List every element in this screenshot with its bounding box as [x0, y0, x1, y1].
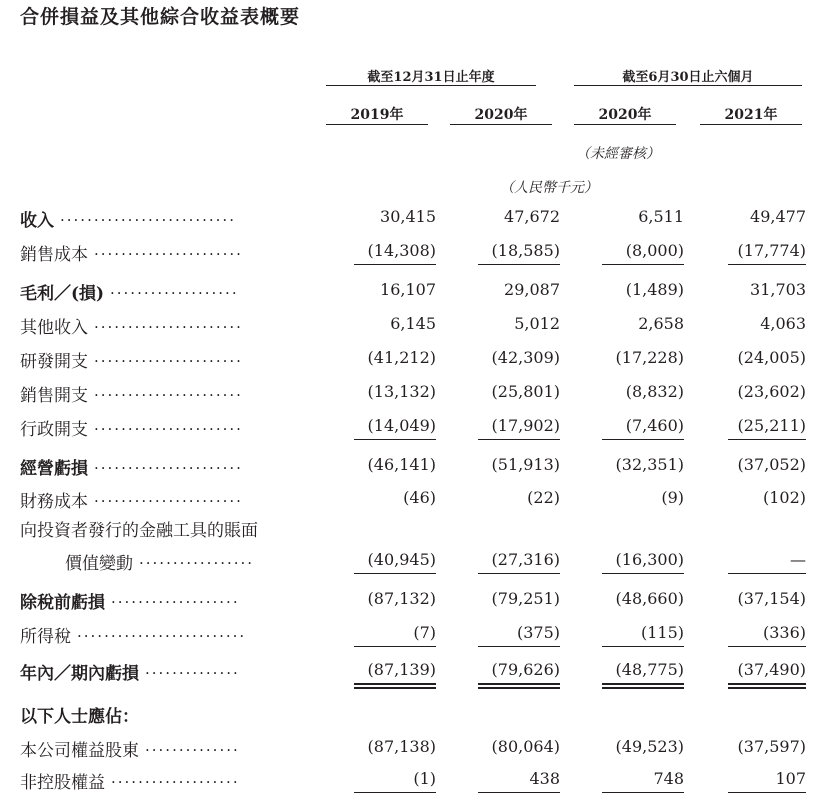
row-value: (49,523) [615, 737, 684, 756]
total-double-rule [478, 683, 560, 689]
subtotal-rule [478, 573, 560, 574]
row-value: (16,300) [615, 550, 684, 569]
total-double-rule [728, 683, 806, 689]
row-value: 5,012 [514, 314, 560, 333]
row-value: (25,211) [737, 416, 806, 435]
subtotal-rule [728, 646, 806, 647]
row-value: (102) [762, 488, 806, 507]
row-value: (7,460) [625, 416, 684, 435]
subtotal-rule [602, 439, 684, 440]
row-value: (17,228) [615, 348, 684, 367]
subtotal-rule [602, 573, 684, 574]
column-header-rule [450, 124, 552, 125]
subtotal-rule [728, 439, 806, 440]
subtotal-rule [354, 439, 436, 440]
row-value: (41,212) [367, 348, 436, 367]
row-label: 年內／期內虧損 [20, 664, 139, 684]
row-label: 非控股權益 [20, 773, 105, 793]
row-value: (17,902) [491, 416, 560, 435]
row-value: 4,063 [760, 314, 806, 333]
row-value: 49,477 [750, 207, 806, 226]
end-rule [478, 792, 560, 793]
row-value: 30,415 [380, 207, 436, 226]
row-value: (336) [762, 623, 806, 642]
row-value: (1,489) [625, 280, 684, 299]
row-value: 6,145 [390, 314, 436, 333]
row-leader-dots: .............. [145, 737, 240, 755]
row-label: 所得稅 [20, 627, 71, 647]
end-rule [602, 792, 684, 793]
row-value: (8,832) [625, 382, 684, 401]
subtotal-rule [354, 264, 436, 265]
row-value: (14,049) [367, 416, 436, 435]
row-leader-dots: ................. [139, 550, 255, 568]
row-leader-dots: ................... [111, 769, 240, 787]
row-value: (8,000) [625, 241, 684, 260]
row-value: 748 [653, 769, 684, 788]
subtotal-rule [478, 646, 560, 647]
row-value: (37,597) [737, 737, 806, 756]
subtotal-rule [354, 646, 436, 647]
row-leader-dots: ...................... [94, 455, 243, 473]
row-value: (9) [661, 488, 684, 507]
row-value: (87,139) [367, 660, 436, 679]
row-value: (22) [527, 488, 560, 507]
row-value: (46) [403, 488, 436, 507]
row-leader-dots: .......................... [60, 207, 236, 225]
column-header-rule [700, 124, 802, 125]
row-label: 銷售成本 [20, 245, 88, 265]
row-label: 行政開支 [20, 420, 88, 440]
row-value: 2,658 [638, 314, 684, 333]
subtotal-rule [728, 264, 806, 265]
row-label: 財務成本 [20, 492, 88, 512]
row-label: 本公司權益股東 [20, 741, 139, 761]
row-value: (24,005) [737, 348, 806, 367]
row-value: 47,672 [504, 207, 560, 226]
row-value: 16,107 [380, 280, 436, 299]
row-value: (79,251) [491, 589, 560, 608]
group-header-year-rule [326, 85, 536, 86]
row-value: (13,132) [367, 382, 436, 401]
row-value: 6,511 [638, 207, 684, 226]
row-value: (17,774) [737, 241, 806, 260]
column-header-rule [326, 124, 428, 125]
row-leader-dots: ................... [111, 589, 240, 607]
row-value: (37,052) [737, 455, 806, 474]
row-leader-dots: ...................... [94, 416, 243, 434]
row-value: (40,945) [367, 550, 436, 569]
row-leader-dots: ...................... [94, 348, 243, 366]
row-value: (14,308) [367, 241, 436, 260]
row-value: (79,626) [491, 660, 560, 679]
column-header-2020: 2020年 [474, 107, 528, 123]
row-label: 研發開支 [20, 352, 88, 372]
row-value: (48,660) [615, 589, 684, 608]
row-leader-dots: .............. [145, 660, 240, 678]
subtotal-rule [602, 646, 684, 647]
subtotal-rule [478, 439, 560, 440]
row-value: (37,154) [737, 589, 806, 608]
row-label: 毛利／(損) [20, 284, 105, 304]
row-leader-dots: ...................... [94, 314, 243, 332]
row-leader-dots: ......................... [77, 623, 247, 641]
row-value: (115) [640, 623, 684, 642]
row-value: (375) [516, 623, 560, 642]
row-label: 收入 [20, 211, 54, 231]
row-value: (87,132) [367, 589, 436, 608]
row-label: 除稅前虧損 [20, 593, 105, 613]
row-value: (1) [413, 769, 436, 788]
row-label: 向投資者發行的金融工具的賬面 [20, 521, 258, 541]
total-double-rule [354, 683, 436, 689]
subtotal-rule [354, 573, 436, 574]
row-value: 107 [775, 769, 806, 788]
row-value: (23,602) [737, 382, 806, 401]
row-label: 銷售開支 [20, 386, 88, 406]
group-header-year: 截至12月31日止年度 [367, 70, 495, 85]
end-rule [728, 792, 806, 793]
group-header-half: 截至6月30日止六個月 [622, 70, 754, 85]
row-value: (48,775) [615, 660, 684, 679]
subtotal-rule [728, 573, 806, 574]
row-value: (32,351) [615, 455, 684, 474]
column-header-2020-half: 2020年 [598, 107, 652, 123]
row-label: 以下人士應佔： [20, 707, 139, 727]
row-value: 31,703 [750, 280, 806, 299]
row-value: (42,309) [491, 348, 560, 367]
row-value: (25,801) [491, 382, 560, 401]
column-header-rule [574, 124, 676, 125]
row-value: 29,087 [504, 280, 560, 299]
group-header-half-rule [574, 85, 802, 86]
row-value: (46,141) [367, 455, 436, 474]
end-rule [354, 792, 436, 793]
row-label: 經營虧損 [20, 459, 88, 479]
row-value: (80,064) [491, 737, 560, 756]
subtotal-rule [478, 264, 560, 265]
row-leader-dots: ................... [110, 280, 239, 298]
row-leader-dots: ...................... [94, 488, 243, 506]
row-label: 價值變動 [65, 554, 133, 574]
row-value: (37,490) [737, 660, 806, 679]
row-value: (18,585) [491, 241, 560, 260]
column-header-2021-half: 2021年 [724, 107, 778, 123]
page-title: 合併損益及其他綜合收益表概要 [20, 6, 301, 28]
unaudited-note: （未經審核） [576, 146, 660, 162]
row-label: 其他收入 [20, 318, 88, 338]
row-value: (51,913) [491, 455, 560, 474]
row-value: 438 [529, 769, 560, 788]
row-value: (27,316) [491, 550, 560, 569]
currency-unit-note: （人民幣千元） [500, 180, 598, 196]
total-double-rule [602, 683, 684, 689]
row-leader-dots: ...................... [94, 241, 243, 259]
column-header-2019: 2019年 [350, 107, 404, 123]
row-leader-dots: ...................... [94, 382, 243, 400]
row-value: (87,138) [367, 737, 436, 756]
row-value: (7) [413, 623, 436, 642]
subtotal-rule [602, 264, 684, 265]
row-value: — [790, 550, 806, 569]
